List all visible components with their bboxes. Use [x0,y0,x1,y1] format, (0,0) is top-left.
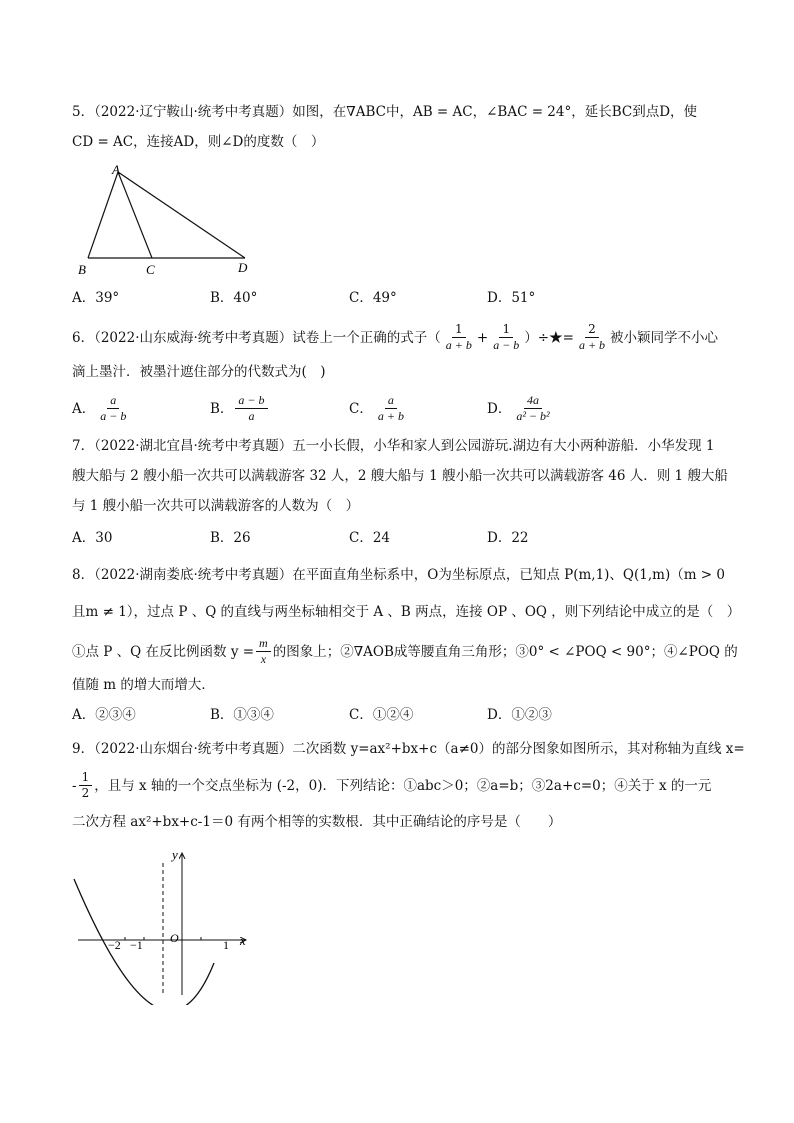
q6-frac1-num: 1 [452,322,466,338]
q5-option-d: D．51° [487,290,536,306]
q5-line-2: CD = AC，连接AD，则∠D的度数（ ） [72,134,325,150]
q6-suffix: 被小颖同学不小心 [610,329,719,346]
q6-option-a-label: A． [72,400,96,417]
q5-line-1: 5．（2022·辽宁鞍山·统考中考真题）如图，在∇ABC中，AB = AC，∠BAC = 24°，延长BC到点D，使 [72,104,698,120]
q8-line-2: 且m ≠ 1），过点 P 、Q 的直线与两坐标轴相交于 A 、B 两点，连接 OP 、OQ ，则下列结论中成立的是（ ） [72,604,741,620]
q8-frac-den: x [260,652,267,666]
q7-line-3: 与 1 艘小船一次共可以满载游客的人数为（ ） [72,498,360,514]
q6-plus: + [476,329,489,346]
origin-label: O [170,931,179,945]
q5-option-a: A．39° [72,290,120,306]
q7-option-c: C．24 [349,530,391,546]
x-axis-label: x [240,933,246,948]
q6-option-b-label: B． [210,400,234,417]
q8-line-3b: 的图象上；②∇AOB成等腰直角三角形；③0° < ∠POQ < 90°；④∠POQ 的 [272,643,738,660]
parabola-curve [74,879,214,1005]
q6-option-c-label: C． [349,400,373,417]
label-d: D [238,260,248,275]
q6-option-c-num: a [385,393,397,409]
q6-option-c-den: a + b [377,409,404,423]
tick-neg1: −1 [130,938,143,952]
q6-frac2-num: 1 [499,322,513,338]
q9-line-2b: ，且与 x 轴的一个交点坐标为 (-2，0)．下列结论：①abc＞0；②a=b；③2a+c=0；④关于 x 的一元 [94,777,712,794]
q6-frac3-num: 2 [585,322,599,338]
q5-option-c: C．49° [349,290,397,306]
q6-option-a [72,393,131,424]
q8-option-d: D．①②③ [487,707,552,723]
q6-line-2: 滴上墨汁．被墨汁遮住部分的代数式为( ) [72,364,326,380]
q7-option-d: D．22 [487,530,529,546]
q6-option-a-den: a − b [100,409,127,423]
q6-option-d-num: 4a [524,393,542,409]
q7-line-1: 7．（2022·湖北宜昌·统考中考真题）五一小长假，小华和家人到公园游玩.湖边有大小两种游船．小华发现 1 [72,438,715,454]
q8-line-3a: ①点 P 、Q 在反比例函数 y = [72,643,255,660]
q8-line-3 [72,636,738,667]
q6-frac2-den: a − b [493,338,520,352]
q6-fraction-2 [490,322,522,353]
q6-frac1-den: a + b [445,338,472,352]
q5-option-b: B．40° [210,290,258,306]
q6-option-c [349,393,409,424]
q8-line-4: 值随 m 的增大而增大． [72,677,215,693]
q9-frac-num: 1 [79,770,93,786]
q6-option-d-den: a² − b² [516,409,550,423]
q6-line-1 [72,322,718,353]
q9-line-2a: - [72,777,77,794]
q6-option-a-num: a [107,393,119,409]
q9-parabola-graph [68,845,258,1005]
q9-line-1: 9．（2022·山东烟台·统考中考真题）二次函数 y=ax²+bx+c（a≠0）的部分图象如图所示，其对称轴为直线 x= [72,741,745,757]
q9-line-2 [72,770,711,801]
q8-option-b: B．①③④ [210,707,274,723]
tick-neg2: −2 [108,938,121,952]
q6-prefix: 6．（2022·山东威海·统考中考真题）试卷上一个正确的式子（ [72,329,441,346]
q6-option-b-num: a − b [235,393,267,409]
q6-option-b [210,393,270,424]
q8-line-1: 8．（2022·湖南娄底·统考中考真题）在平面直角坐标系中，O为坐标原点，已知点 P(m,1)、Q(1,m)（m > 0 [72,567,726,583]
y-axis-label: y [172,847,178,862]
label-b: B [78,262,86,277]
q5-triangle-figure [70,160,260,280]
q6-fraction-1 [443,322,475,353]
q7-line-2: 艘大船与 2 艘小船一次共可以满载游客 32 人，2 艘大船与 1 艘小船一次共可以满载游客 46 人．则 1 艘大船 [72,468,728,484]
label-c: C [146,262,155,277]
q7-option-b: B．26 [210,530,251,546]
q6-option-d-label: D． [487,400,512,417]
q9-frac-den: 2 [81,786,90,800]
q8-option-c: C．①②④ [349,707,414,723]
q8-frac-num: m [256,636,271,652]
q9-line-3: 二次方程 ax²+bx+c-1＝0 有两个相等的实数根．其中正确结论的序号是（ ） [72,814,562,830]
q6-option-b-den: a [248,409,255,423]
q6-frac3-den: a + b [578,338,606,352]
q6-mid: ）÷★= [524,329,574,346]
label-a: A [112,162,120,177]
tick-1: 1 [223,938,229,952]
q8-option-a: A．②③④ [72,707,136,723]
q6-fraction-3 [576,322,608,353]
q7-option-a: A．30 [72,530,113,546]
q6-option-d [487,393,555,424]
